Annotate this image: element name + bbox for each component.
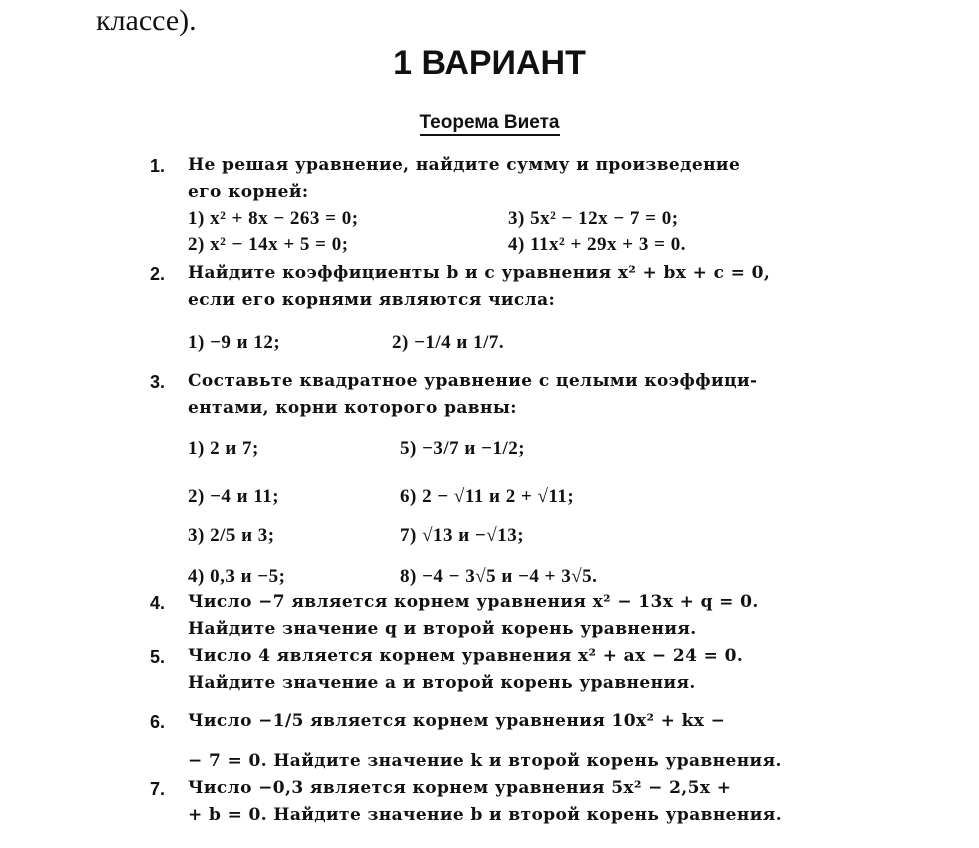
- problem-5-line-2: Найдите значение a и второй корень уравнения.: [188, 673, 696, 693]
- problem-1-item-4: 4) 11x² + 29x + 3 = 0.: [508, 234, 686, 255]
- problem-3-item-5: 5) −3/7 и −1/2;: [400, 438, 526, 459]
- problem-4-line-2: Найдите значение q и второй корень уравнения.: [188, 619, 697, 639]
- problem-2-number: 2.: [150, 264, 166, 284]
- problem-1-item-3: 3) 5x² − 12x − 7 = 0;: [508, 208, 679, 229]
- problem-2-item-2: 2) −1/4 и 1/7.: [392, 332, 505, 353]
- problem-3-line-1: Составьте квадратное уравнение с целыми коэффици-: [188, 371, 758, 391]
- problem-5-line-1: Число 4 является корнем уравнения x² + ax − 24 = 0.: [188, 646, 744, 666]
- problem-2-line-2: если его корнями являются числа:: [188, 290, 556, 310]
- problem-3-number: 3.: [150, 372, 166, 392]
- problem-6-line-2: − 7 = 0. Найдите значение k и второй корень уравнения.: [188, 751, 782, 771]
- problem-1-line-1: Не решая уравнение, найдите сумму и произведение: [188, 155, 741, 175]
- problem-2-line-1: Найдите коэффициенты b и c уравнения x² + bx + c = 0,: [188, 263, 771, 283]
- problem-3-item-8: 8) −4 − 3√5 и −4 + 3√5.: [400, 566, 598, 587]
- problem-3-item-3: 3) 2/5 и 3;: [188, 525, 275, 546]
- problem-1-line-2: его корней:: [188, 182, 309, 202]
- problem-3-item-4: 4) 0,3 и −5;: [188, 566, 286, 587]
- problem-3-line-2: ентами, корни которого равны:: [188, 398, 517, 418]
- problem-2-item-1: 1) −9 и 12;: [188, 332, 281, 353]
- variant-title: 1 ВАРИАНТ: [393, 44, 586, 82]
- problem-6-line-1: Число −1/5 является корнем уравнения 10x² + kx −: [188, 711, 726, 731]
- problem-1-item-1: 1) x² + 8x − 263 = 0;: [188, 208, 359, 229]
- problem-4-number: 4.: [150, 593, 166, 613]
- problem-3-item-1: 1) 2 и 7;: [188, 438, 259, 459]
- page-top-fragment: классе).: [96, 4, 197, 37]
- problem-1-number: 1.: [150, 156, 166, 176]
- problem-3-item-7: 7) √13 и −√13;: [400, 525, 525, 546]
- problem-7-number: 7.: [150, 779, 166, 799]
- section-title-text: Теорема Виета: [420, 112, 560, 136]
- problem-5-number: 5.: [150, 647, 166, 667]
- problem-7-line-1: Число −0,3 является корнем уравнения 5x² − 2,5x +: [188, 778, 732, 798]
- problem-4-line-1: Число −7 является корнем уравнения x² − 13x + q = 0.: [188, 592, 759, 612]
- problem-3-item-6: 6) 2 − √11 и 2 + √11;: [400, 486, 575, 507]
- problem-6-number: 6.: [150, 712, 166, 732]
- problem-1-item-2: 2) x² − 14x + 5 = 0;: [188, 234, 349, 255]
- problem-3-item-2: 2) −4 и 11;: [188, 486, 280, 507]
- section-title: [0, 112, 979, 134]
- problem-7-line-2: + b = 0. Найдите значение b и второй корень уравнения.: [188, 805, 783, 825]
